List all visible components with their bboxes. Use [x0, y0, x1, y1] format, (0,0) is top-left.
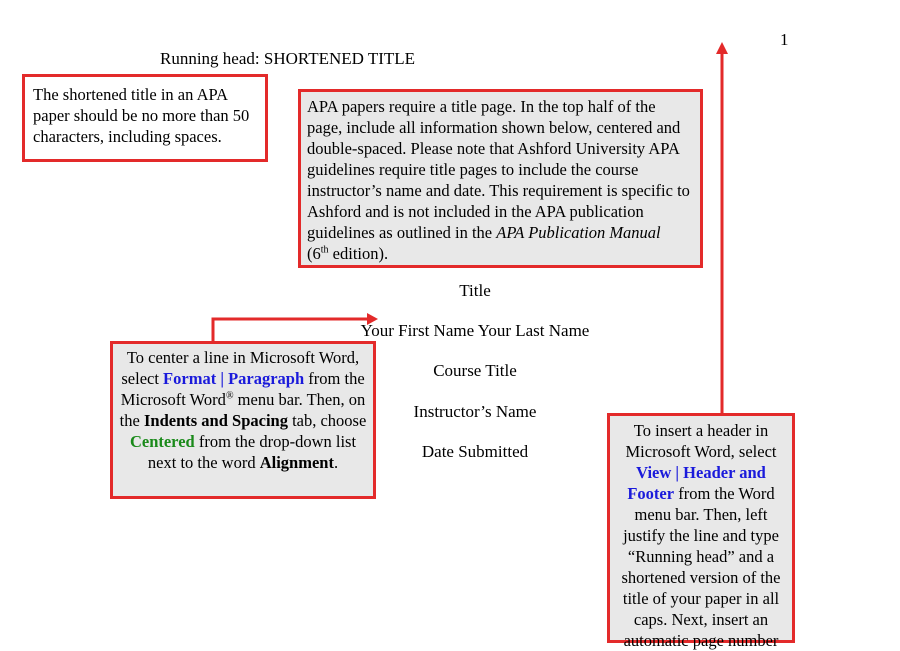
note-title-page-text: APA papers require a title page. In the top half of the page, include all information shown below, centered and double-spaced. Please note that Ashford University APA guidelines require title pages to include the course instructor’s name and date. This requirement is specific to Ashford and is not included in the APA publication guidelines as outlined in the [307, 97, 690, 242]
title-page-date: Date Submitted [421, 442, 529, 461]
note-center-text-6: . [333, 453, 339, 472]
note-center-text-4: tab, choose [287, 411, 367, 430]
view-header-footer-menu: View | Header and Footer [627, 463, 766, 503]
running-head: Running head: SHORTENED TITLE [160, 49, 416, 68]
note-header-text-2: from the Word menu bar. Then, left justify the line and type “Running head” and a shortened version of the title of your paper in all caps. Next, insert an automatic page number [621, 484, 781, 650]
note-center-text-3: menu bar. Then, on the [119, 390, 366, 430]
title-page-instructor: Instructor’s Name [413, 402, 537, 421]
edition-text: edition). [328, 244, 389, 263]
header-arrow-head [716, 42, 728, 54]
indents-spacing-tab: Indents and Spacing [143, 411, 288, 430]
registered-mark: ® [225, 390, 234, 402]
title-page-title: Title [459, 281, 491, 300]
title-page-author: Your First Name Your Last Name [360, 321, 590, 340]
apa-manual-title: APA Publication Manual [496, 223, 661, 242]
alignment-label: Alignment [259, 453, 334, 472]
edition-superscript: th [320, 244, 329, 256]
centered-option: Centered [129, 432, 195, 451]
edition-open: (6 [307, 244, 321, 263]
page-number: 1 [780, 30, 789, 49]
title-page-course: Course Title [433, 361, 517, 380]
note-center-text-5: from the drop-down list next to the word [147, 432, 357, 472]
note-center-text-1: To center a line in Microsoft Word, select [121, 348, 360, 388]
center-arrow-head [367, 313, 378, 325]
note-header-text-1: To insert a header in Microsoft Word, select [625, 421, 777, 461]
note-shortened-title-text: The shortened title in an APA paper should be no more than 50 characters, including spaces. [33, 85, 250, 146]
format-paragraph-menu: Format | Paragraph [163, 369, 305, 388]
note-center-text-2: from the Microsoft Word [120, 369, 365, 409]
center-arrow-line [213, 319, 370, 341]
